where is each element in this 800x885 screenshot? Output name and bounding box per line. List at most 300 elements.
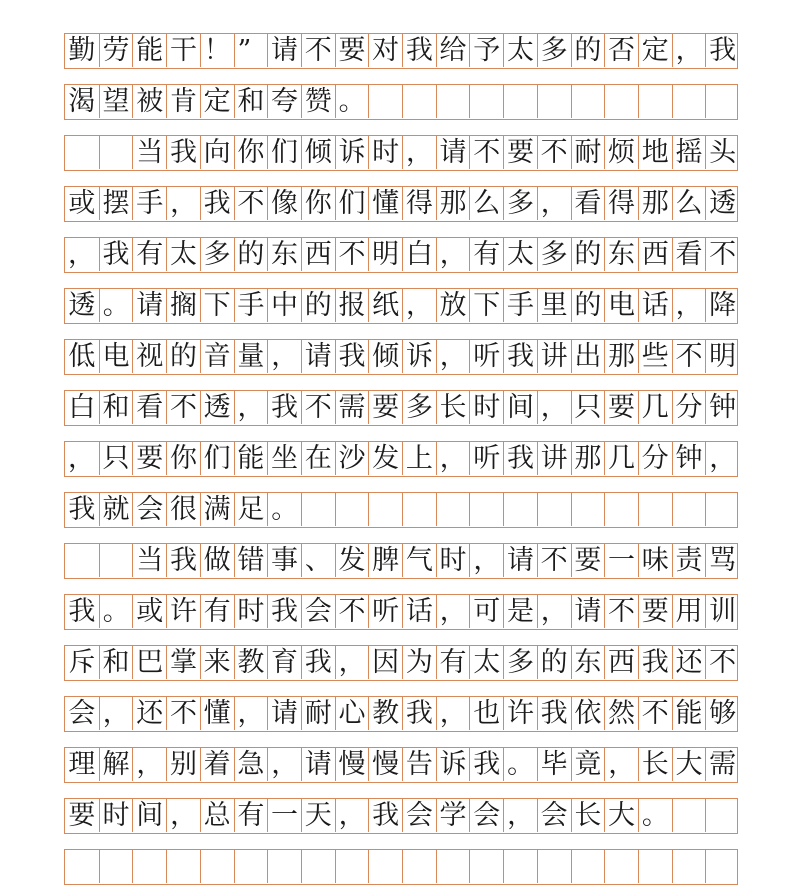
- grid-cell: [234, 850, 268, 883]
- grid-cell: 会: [537, 799, 571, 832]
- grid-cell: 讲: [537, 340, 571, 373]
- grid-cell: 要: [604, 391, 638, 424]
- grid-row: [64, 288, 738, 324]
- grid-cell: 白: [68, 392, 96, 423]
- grid-cell: 放: [436, 289, 470, 322]
- grid-cell: 太: [166, 238, 200, 271]
- grid-cell: 教: [368, 697, 402, 730]
- grid-cell: [368, 493, 402, 526]
- grid-cell: 那: [436, 187, 470, 220]
- grid-cell: ，: [672, 289, 706, 322]
- grid-cell: 不: [469, 136, 503, 169]
- grid-cell: [402, 850, 436, 883]
- grid-cell: 很: [166, 493, 200, 526]
- grid-cell: 下: [469, 289, 503, 322]
- grid-cell: [335, 493, 369, 526]
- grid-cell: 气: [402, 544, 436, 577]
- grid-cell: 定: [638, 34, 672, 67]
- grid-cell: 夸: [267, 85, 301, 118]
- grid-cell: 要: [638, 595, 672, 628]
- grid-cell: 事: [267, 544, 301, 577]
- grid-cell: ，: [68, 443, 95, 474]
- grid-cell: 分: [638, 442, 672, 475]
- grid-cell: 太: [503, 238, 537, 271]
- grid-cell: 要: [503, 136, 537, 169]
- grid-cell: 懂: [200, 697, 234, 730]
- grid-cell: 还: [672, 646, 706, 679]
- grid-cell: 我: [402, 34, 436, 67]
- grid-cell: [571, 493, 605, 526]
- grid-cell: 坐: [267, 442, 301, 475]
- grid-cell: 大: [672, 748, 706, 781]
- grid-cell: 请: [571, 595, 605, 628]
- grid-cell: 的: [571, 238, 605, 271]
- grid-cell: 天: [301, 799, 335, 832]
- grid-cell: 许: [503, 697, 537, 730]
- grid-cell: 手: [503, 289, 537, 322]
- grid-cell: 请: [132, 289, 166, 322]
- grid-cell: 发: [335, 544, 369, 577]
- grid-row: [64, 594, 738, 630]
- grid-cell: 倾: [368, 340, 402, 373]
- grid-cell: 请: [503, 544, 537, 577]
- grid-cell: ，: [537, 595, 571, 628]
- grid-row: [64, 186, 738, 222]
- grid-cell: 长: [571, 799, 605, 832]
- grid-cell: 就: [99, 493, 133, 526]
- grid-cell: 慢: [368, 748, 402, 781]
- grid-cell: [200, 850, 234, 883]
- grid-cell: 当: [132, 136, 166, 169]
- grid-cell: 会: [132, 493, 166, 526]
- grid-cell: 下: [200, 289, 234, 322]
- grid-row: [64, 543, 738, 579]
- grid-cell: 纸: [368, 289, 402, 322]
- grid-cell: [638, 85, 672, 118]
- grid-cell: 肯: [166, 85, 200, 118]
- grid-cell: 我: [200, 187, 234, 220]
- grid-cell: ，: [604, 748, 638, 781]
- grid-cell: 耐: [301, 697, 335, 730]
- grid-cell: 多: [503, 646, 537, 679]
- grid-cell: [604, 850, 638, 883]
- grid-cell: 多: [402, 391, 436, 424]
- grid-cell: 理: [68, 749, 96, 780]
- grid-cell: 我: [267, 595, 301, 628]
- grid-cell: [65, 136, 99, 169]
- grid-cell: 的: [571, 34, 605, 67]
- grid-cell: 你: [234, 136, 268, 169]
- grid-cell: 时: [99, 799, 133, 832]
- grid-cell: ，: [672, 34, 706, 67]
- grid-cell: [705, 493, 739, 526]
- grid-cell: 不: [234, 187, 268, 220]
- grid-cell: 降: [705, 289, 739, 322]
- grid-cell: 我: [503, 442, 537, 475]
- grid-cell: 话: [402, 595, 436, 628]
- grid-cell: 脾: [368, 544, 402, 577]
- grid-cell: ，: [503, 799, 537, 832]
- grid-cell: 白: [402, 238, 436, 271]
- grid-cell: ，: [234, 697, 268, 730]
- grid-cell: 我: [705, 34, 739, 67]
- grid-cell: ！: [200, 34, 234, 67]
- grid-cell: 么: [672, 187, 706, 220]
- grid-row: [64, 33, 738, 69]
- grid-cell: 发: [368, 442, 402, 475]
- grid-cell: 我: [68, 596, 96, 627]
- grid-cell: 倾: [301, 136, 335, 169]
- grid-cell: 多: [200, 238, 234, 271]
- grid-cell: 还: [132, 697, 166, 730]
- grid-cell: 些: [638, 340, 672, 373]
- grid-cell: [537, 85, 571, 118]
- grid-cell: 我: [402, 697, 436, 730]
- grid-cell: 透: [705, 187, 739, 220]
- grid-cell: 量: [234, 340, 268, 373]
- grid-cell: 电: [99, 340, 133, 373]
- grid-cell: 诉: [335, 136, 369, 169]
- grid-cell: 诉: [436, 748, 470, 781]
- grid-cell: 时: [469, 391, 503, 424]
- grid-row: [64, 798, 738, 834]
- grid-cell: 摇: [672, 136, 706, 169]
- grid-cell: [132, 850, 166, 883]
- grid-cell: 错: [234, 544, 268, 577]
- grid-cell: 当: [132, 544, 166, 577]
- grid-cell: 么: [469, 187, 503, 220]
- grid-cell: 出: [571, 340, 605, 373]
- grid-cell: 解: [99, 748, 133, 781]
- grid-cell: ，: [99, 697, 133, 730]
- grid-cell: 干: [166, 34, 200, 67]
- grid-cell: 我: [503, 340, 537, 373]
- grid-cell: 不: [705, 238, 739, 271]
- grid-cell: 视: [132, 340, 166, 373]
- grid-cell: 。: [99, 289, 133, 322]
- grid-cell: 多: [537, 238, 571, 271]
- grid-row: [64, 441, 738, 477]
- grid-cell: 别: [166, 748, 200, 781]
- grid-cell: 需: [335, 391, 369, 424]
- grid-cell: ，: [436, 595, 470, 628]
- grid-cell: 定: [200, 85, 234, 118]
- grid-cell: 是: [503, 595, 537, 628]
- grid-cell: [469, 493, 503, 526]
- grid-cell: 明: [705, 340, 739, 373]
- grid-cell: [571, 85, 605, 118]
- grid-cell: 的: [571, 289, 605, 322]
- grid-cell: 西: [638, 238, 672, 271]
- grid-cell: 东: [604, 238, 638, 271]
- grid-cell: [65, 850, 99, 883]
- grid-cell: 我: [301, 646, 335, 679]
- grid-cell: 那: [604, 340, 638, 373]
- grid-cell: 能: [132, 34, 166, 67]
- grid-cell: 有: [200, 595, 234, 628]
- grid-cell: 不: [537, 136, 571, 169]
- grid-cell: 巴: [132, 646, 166, 679]
- grid-cell: 西: [604, 646, 638, 679]
- grid-cell: [368, 85, 402, 118]
- grid-cell: 赞: [301, 85, 335, 118]
- grid-cell: [503, 493, 537, 526]
- grid-cell: 我: [335, 340, 369, 373]
- grid-cell: 看: [571, 187, 605, 220]
- grid-cell: 。: [503, 748, 537, 781]
- grid-cell: 总: [200, 799, 234, 832]
- grid-cell: 告: [402, 748, 436, 781]
- grid-cell: 足: [234, 493, 268, 526]
- grid-cell: 我: [68, 494, 96, 525]
- grid-cell: ，: [402, 136, 436, 169]
- grid-cell: 。: [638, 799, 672, 832]
- grid-row: [64, 492, 738, 528]
- grid-cell: 得: [402, 187, 436, 220]
- grid-cell: ，: [335, 646, 369, 679]
- grid-row: [64, 696, 738, 732]
- grid-cell: 会: [68, 698, 96, 729]
- grid-row: [64, 390, 738, 426]
- grid-cell: [402, 493, 436, 526]
- grid-cell: 讲: [537, 442, 571, 475]
- grid-cell: 钟: [705, 391, 739, 424]
- grid-cell: 和: [99, 391, 133, 424]
- grid-cell: ，: [402, 289, 436, 322]
- grid-row: [64, 747, 738, 783]
- grid-cell: [436, 850, 470, 883]
- grid-cell: 听: [469, 340, 503, 373]
- grid-cell: 你: [166, 442, 200, 475]
- grid-cell: ，: [436, 238, 470, 271]
- grid-cell: 东: [571, 646, 605, 679]
- grid-cell: 间: [503, 391, 537, 424]
- grid-cell: ，: [166, 187, 200, 220]
- grid-cell: 透: [200, 391, 234, 424]
- grid-cell: 向: [200, 136, 234, 169]
- grid-cell: 斥: [68, 647, 96, 678]
- grid-cell: [672, 493, 706, 526]
- grid-cell: 头: [705, 136, 739, 169]
- grid-cell: 东: [267, 238, 301, 271]
- grid-cell: [335, 850, 369, 883]
- grid-cell: 我: [537, 697, 571, 730]
- grid-cell: 。: [335, 85, 369, 118]
- grid-cell: [604, 85, 638, 118]
- grid-cell: 报: [335, 289, 369, 322]
- grid-cell: 几: [604, 442, 638, 475]
- grid-cell: [402, 85, 436, 118]
- grid-cell: 否: [604, 34, 638, 67]
- grid-cell: 不: [166, 697, 200, 730]
- grid-row: [64, 84, 738, 120]
- grid-cell: 不: [335, 595, 369, 628]
- grid-cell: 对: [368, 34, 402, 67]
- grid-cell: 那: [638, 187, 672, 220]
- grid-cell: 要: [132, 442, 166, 475]
- grid-cell: 一: [604, 544, 638, 577]
- grid-cell: 要: [68, 800, 96, 831]
- grid-cell: [469, 85, 503, 118]
- grid-cell: 被: [132, 85, 166, 118]
- grid-cell: 可: [469, 595, 503, 628]
- grid-cell: 需: [705, 748, 739, 781]
- grid-cell: 手: [132, 187, 166, 220]
- grid-cell: 那: [571, 442, 605, 475]
- grid-cell: 耐: [571, 136, 605, 169]
- grid-cell: 然: [604, 697, 638, 730]
- grid-cell: 只: [571, 391, 605, 424]
- grid-cell: 不: [301, 34, 335, 67]
- grid-cell: 们: [200, 442, 234, 475]
- grid-cell: [469, 850, 503, 883]
- grid-cell: 看: [672, 238, 706, 271]
- grid-cell: 毕: [537, 748, 571, 781]
- grid-cell: [672, 85, 706, 118]
- grid-cell: 来: [200, 646, 234, 679]
- grid-cell: 摆: [99, 187, 133, 220]
- grid-cell: 长: [638, 748, 672, 781]
- grid-cell: ，: [132, 748, 166, 781]
- grid-cell: 烦: [604, 136, 638, 169]
- grid-cell: [436, 85, 470, 118]
- grid-cell: ，: [166, 799, 200, 832]
- grid-cell: 够: [705, 697, 739, 730]
- grid-cell: ，: [436, 340, 470, 373]
- grid-cell: 听: [469, 442, 503, 475]
- grid-cell: [99, 544, 133, 577]
- grid-cell: 我: [638, 646, 672, 679]
- grid-cell: 分: [672, 391, 706, 424]
- grid-cell: [638, 493, 672, 526]
- grid-cell: [99, 136, 133, 169]
- grid-cell: [503, 85, 537, 118]
- grid-cell: 听: [368, 595, 402, 628]
- grid-row: [64, 849, 738, 885]
- grid-cell: 能: [234, 442, 268, 475]
- grid-cell: [503, 850, 537, 883]
- grid-cell: 的: [234, 238, 268, 271]
- grid-cell: 学: [436, 799, 470, 832]
- grid-cell: 手: [234, 289, 268, 322]
- grid-cell: 的: [537, 646, 571, 679]
- grid-cell: 沙: [335, 442, 369, 475]
- grid-cell: 教: [234, 646, 268, 679]
- grid-cell: 只: [99, 442, 133, 475]
- grid-row: [64, 237, 738, 273]
- grid-cell: 责: [672, 544, 706, 577]
- grid-cell: 依: [571, 697, 605, 730]
- grid-cell: 因: [368, 646, 402, 679]
- grid-cell: 电: [604, 289, 638, 322]
- grid-cell: 音: [200, 340, 234, 373]
- grid-cell: 懂: [368, 187, 402, 220]
- grid-cell: 诉: [402, 340, 436, 373]
- grid-cell: [571, 850, 605, 883]
- grid-cell: 不: [166, 391, 200, 424]
- grid-cell: 为: [402, 646, 436, 679]
- grid-cell: 做: [200, 544, 234, 577]
- grid-cell: 一: [267, 799, 301, 832]
- grid-cell: 钟: [672, 442, 706, 475]
- grid-cell: 我: [267, 391, 301, 424]
- grid-cell: 长: [436, 391, 470, 424]
- grid-cell: [65, 544, 99, 577]
- grid-cell: 请: [301, 340, 335, 373]
- grid-cell: 上: [402, 442, 436, 475]
- grid-cell: 和: [99, 646, 133, 679]
- grid-cell: 着: [200, 748, 234, 781]
- grid-cell: 会: [469, 799, 503, 832]
- grid-cell: 在: [301, 442, 335, 475]
- grid-cell: 不: [705, 646, 739, 679]
- grid-cell: 像: [267, 187, 301, 220]
- grid-cell: 有: [132, 238, 166, 271]
- grid-cell: 请: [301, 748, 335, 781]
- grid-cell: 能: [672, 697, 706, 730]
- grid-cell: 不: [672, 340, 706, 373]
- grid-row: [64, 645, 738, 681]
- grid-cell: 望: [99, 85, 133, 118]
- grid-cell: 我: [469, 748, 503, 781]
- grid-cell: 也: [469, 697, 503, 730]
- grid-cell: [436, 493, 470, 526]
- grid-cell: [604, 493, 638, 526]
- grid-cell: 予: [469, 34, 503, 67]
- grid-cell: [301, 493, 335, 526]
- grid-cell: 不: [335, 238, 369, 271]
- grid-cell: 竟: [571, 748, 605, 781]
- grid-cell: [705, 799, 739, 832]
- grid-cell: 时: [234, 595, 268, 628]
- grid-cell: 心: [335, 697, 369, 730]
- grid-cell: 有: [469, 238, 503, 271]
- grid-cell: 们: [267, 136, 301, 169]
- grid-cell: ”: [234, 34, 268, 67]
- grid-cell: 满: [200, 493, 234, 526]
- grid-cell: 我: [166, 544, 200, 577]
- grid-cell: 给: [436, 34, 470, 67]
- grid-cell: ，: [267, 340, 301, 373]
- grid-cell: 渴: [68, 86, 96, 117]
- grid-cell: 骂: [705, 544, 739, 577]
- grid-cell: 会: [402, 799, 436, 832]
- grid-cell: 间: [132, 799, 166, 832]
- grid-cell: 西: [301, 238, 335, 271]
- grid-cell: 透: [68, 290, 96, 321]
- grid-cell: 慢: [335, 748, 369, 781]
- grid-cell: ，: [705, 442, 739, 475]
- grid-cell: 有: [436, 646, 470, 679]
- grid-cell: 请: [436, 136, 470, 169]
- grid-cell: ，: [436, 442, 470, 475]
- grid-cell: 时: [436, 544, 470, 577]
- grid-cell: 时: [368, 136, 402, 169]
- grid-cell: 请: [267, 697, 301, 730]
- grid-cell: [705, 850, 739, 883]
- grid-cell: [99, 850, 133, 883]
- grid-cell: 的: [301, 289, 335, 322]
- grid-cell: 。: [267, 493, 301, 526]
- grid-cell: 要: [571, 544, 605, 577]
- grid-row: [64, 135, 738, 171]
- grid-cell: 勤: [68, 35, 96, 66]
- grid-cell: ，: [469, 544, 503, 577]
- grid-cell: [368, 850, 402, 883]
- grid-cell: 几: [638, 391, 672, 424]
- grid-cell: 得: [604, 187, 638, 220]
- grid-cell: 不: [638, 697, 672, 730]
